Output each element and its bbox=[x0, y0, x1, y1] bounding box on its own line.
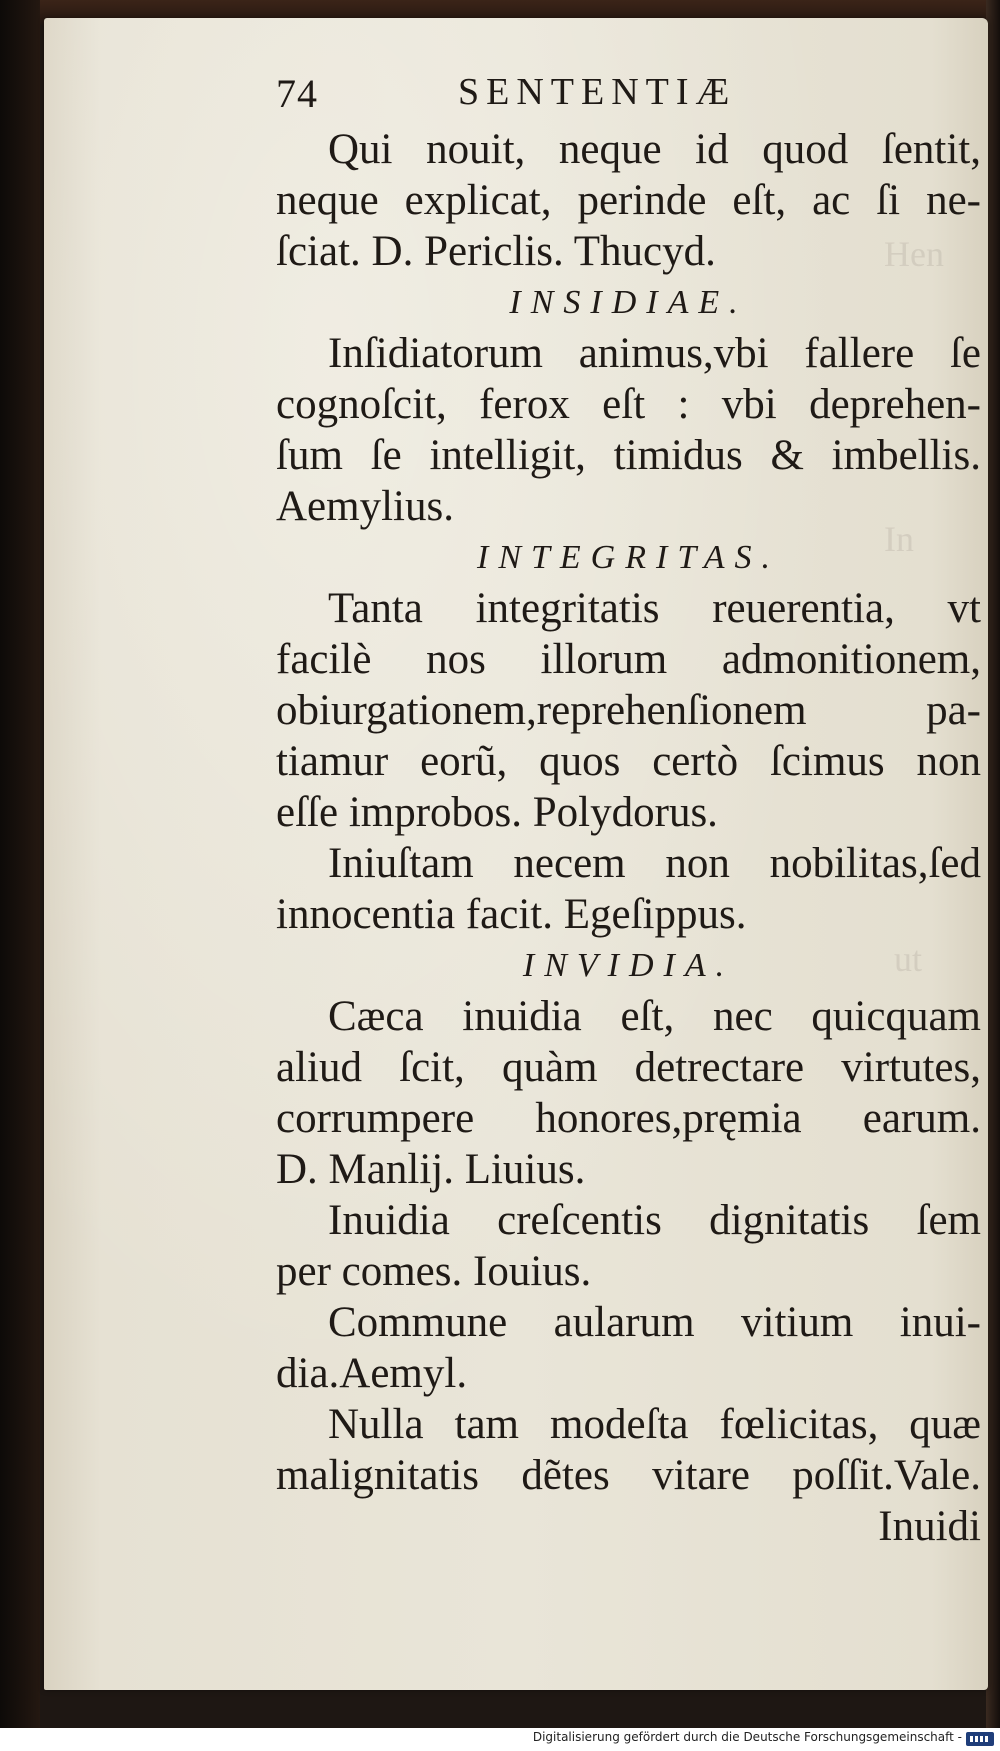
text-line: Nulla tam modeſta fœlicitas, quæ bbox=[328, 1401, 981, 1448]
book-page bbox=[44, 18, 988, 1690]
page-text-block bbox=[276, 60, 981, 1552]
text-line: Tanta integritatis reuerentia, vt bbox=[328, 585, 981, 632]
show-through-mark: ut bbox=[894, 939, 923, 979]
show-through-mark: In bbox=[884, 519, 914, 559]
section-heading: INTEGRITAS. bbox=[477, 539, 780, 576]
text-line: per comes. Iouius. bbox=[276, 1248, 592, 1295]
digitization-credit: Digitalisierung gefördert durch die Deutsche Forschungsgemeinschaft - bbox=[532, 1730, 962, 1744]
text-line: eſſe improbos. Polydorus. bbox=[276, 789, 718, 836]
text-line: innocentia facit. Egeſippus. bbox=[276, 891, 747, 938]
show-through-mark: Hen bbox=[884, 234, 944, 274]
text-line: ſciat. D. Periclis. Thucyd. bbox=[276, 228, 716, 275]
text-line: Iniuſtam necem non nobilitas,ſed bbox=[328, 840, 981, 887]
footer-bar bbox=[0, 1728, 1000, 1751]
text-line: ſum ſe intelligit, timidus & imbellis. bbox=[276, 432, 981, 479]
text-line: facilè nos illorum admonitionem, bbox=[276, 636, 981, 683]
section-heading: INSIDIAE. bbox=[509, 284, 748, 321]
book-spine-shadow bbox=[0, 0, 40, 1728]
text-line: dia.Aemyl. bbox=[276, 1350, 468, 1397]
text-line: corrumpere honores,pręmia earum. bbox=[276, 1095, 981, 1142]
text-line: malignitatis dẽtes vitare poſſit.Vale. bbox=[276, 1452, 981, 1499]
dfg-logo-icon bbox=[966, 1732, 994, 1746]
text-line: Cæca inuidia eſt, nec quicquam bbox=[328, 993, 981, 1040]
text-line: Commune aularum vitium inui- bbox=[328, 1299, 981, 1346]
text-line: tiamur eorũ, quos certò ſcimus non bbox=[276, 738, 981, 785]
catchword: Inuidi bbox=[878, 1503, 981, 1550]
text-line: cognoſcit, ferox eſt : vbi deprehen- bbox=[276, 381, 981, 428]
text-line: Aemylius. bbox=[276, 483, 454, 530]
book-right-edge bbox=[986, 0, 1000, 1728]
section-heading: INVIDIA. bbox=[522, 947, 735, 984]
text-line: aliud ſcit, quàm detrectare virtutes, bbox=[276, 1044, 981, 1091]
text-line: Inuidia creſcentis dignitatis ſem bbox=[328, 1197, 981, 1244]
body-text bbox=[276, 124, 981, 1501]
text-line: Qui nouit, neque id quod ſentit, bbox=[328, 126, 981, 173]
running-title: SENTENTIÆ bbox=[458, 71, 737, 113]
text-line: neque explicat, perinde eſt, ac ſi ne- bbox=[276, 177, 981, 224]
running-head bbox=[276, 60, 981, 124]
text-line: D. Manlij. Liuius. bbox=[276, 1146, 586, 1193]
page-number: 74 bbox=[276, 71, 318, 116]
text-line: obiurgationem,reprehenſionem pa- bbox=[276, 687, 981, 734]
text-line: Inſidiatorum animus,vbi fallere ſe bbox=[328, 330, 981, 377]
